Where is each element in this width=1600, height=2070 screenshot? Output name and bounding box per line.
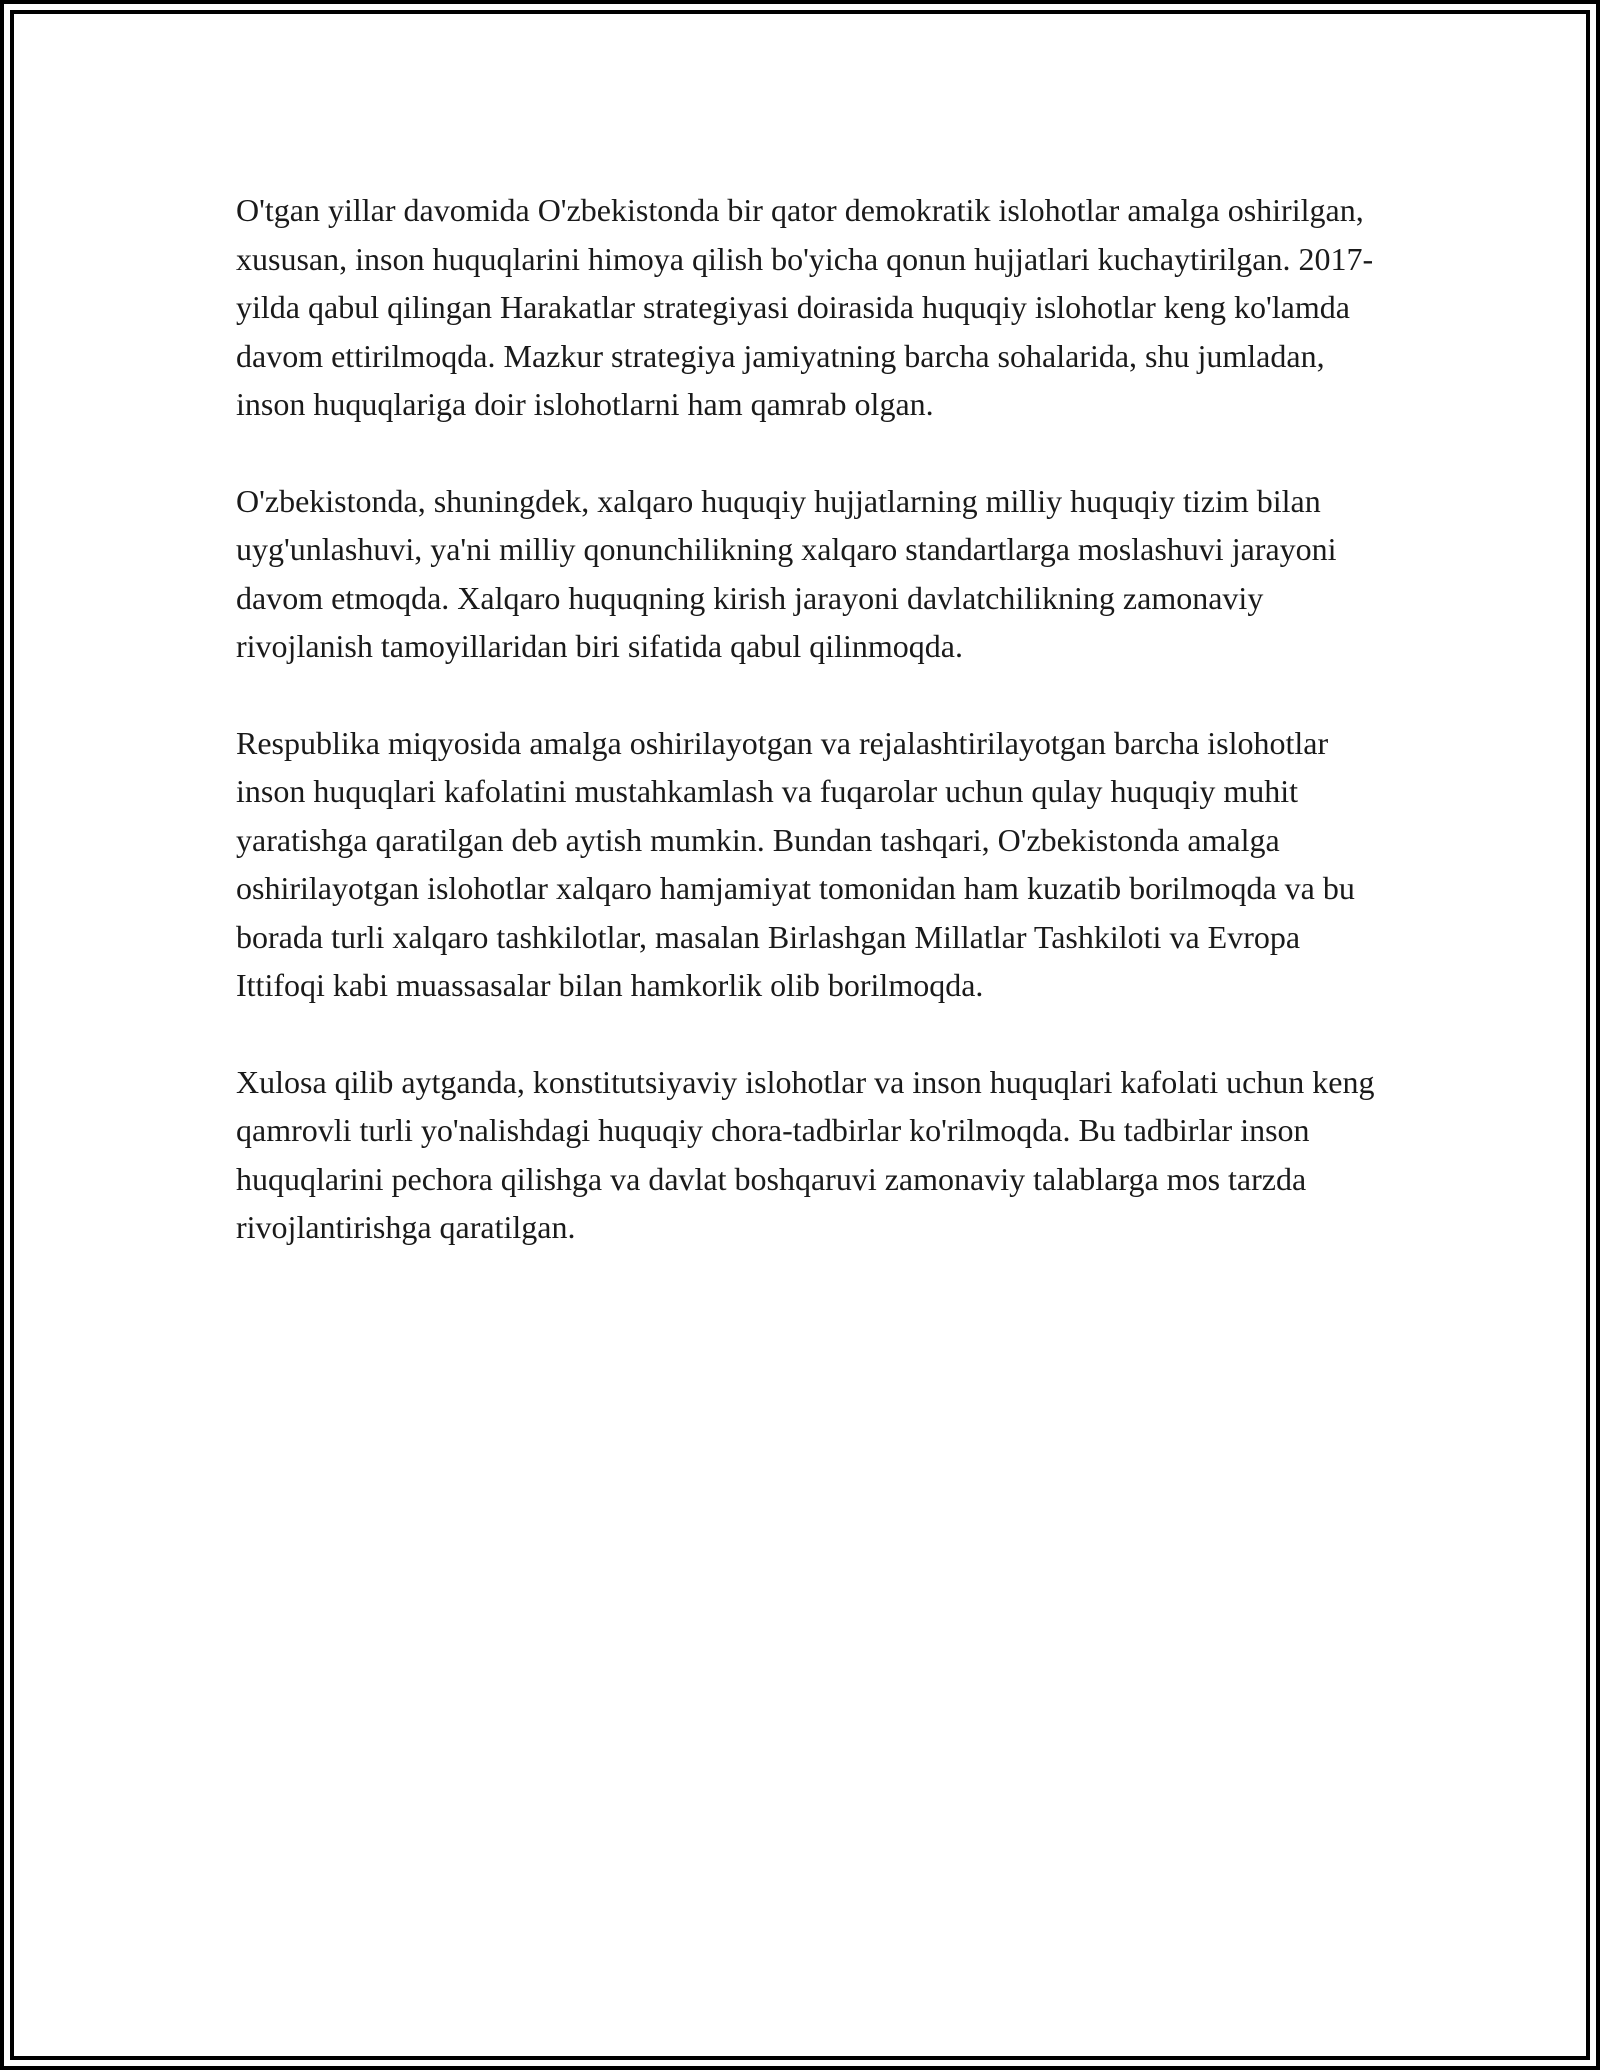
paragraph-4: Xulosa qilib aytganda, konstitutsiyaviy islohotlar va inson huquqlari kafolati uchun keng qamrovli turli yo'nalishdagi huquqiy chora-tadbirlar ko'rilmoqda. Bu tadbirlar inson huquqlarini pechora qilishga va davlat boshqaruvi zamonaviy talablarga mos tarzda rivojlantirishga qaratilgan.	[236, 1063, 1375, 1245]
paragraph-1: O'tgan yillar davomida O'zbekistonda bir qator demokratik islohotlar amalga oshirilgan, xususan, inson huquqlarini himoya qilish bo'yicha qonun hujjatlari kuchaytirilgan. 2017-yilda qabul qilingan Harakatlar strategiyasi doirasida huquqiy islohotlar keng ko'lamda davom ettirilmoqda. Mazkur strategiya jamiyatning barcha sohalarida, shu jumladan, inson huquqlariga doir islohotlarni ham qamrab olgan.	[236, 192, 1374, 422]
paragraph-3: Respublika miqyosida amalga oshirilayotgan va rejalashtirilayotgan barcha islohotlar inson huquqlari kafolatini mustahkamlash va fuqarolar uchun qulay huquqiy muhit yaratishga qaratilgan deb aytish mumkin. Bundan tashqari, O'zbekistonda amalga oshirilayotgan islohotlar xalqaro hamjamiyat tomonidan ham kuzatib borilmoqda va bu borada turli xalqaro tashkilotlar, masalan Birlashgan Millatlar Tashkiloti va Evropa Ittifoqi kabi muassasalar bilan hamkorlik olib borilmoqda.	[236, 724, 1355, 1003]
paragraph-2: O'zbekistonda, shuningdek, xalqaro huquqiy hujjatlarning milliy huquqiy tizim bilan uyg'unlashuvi, ya'ni milliy qonunchilikning xalqaro standartlarga moslashuvi jarayoni davom etmoqda. Xalqaro huquqning kirish jarayoni davlatchilikning zamonaviy rivojlanish tamoyillaridan biri sifatida qabul qilinmoqda.	[236, 482, 1337, 664]
document-body	[236, 186, 1376, 1300]
